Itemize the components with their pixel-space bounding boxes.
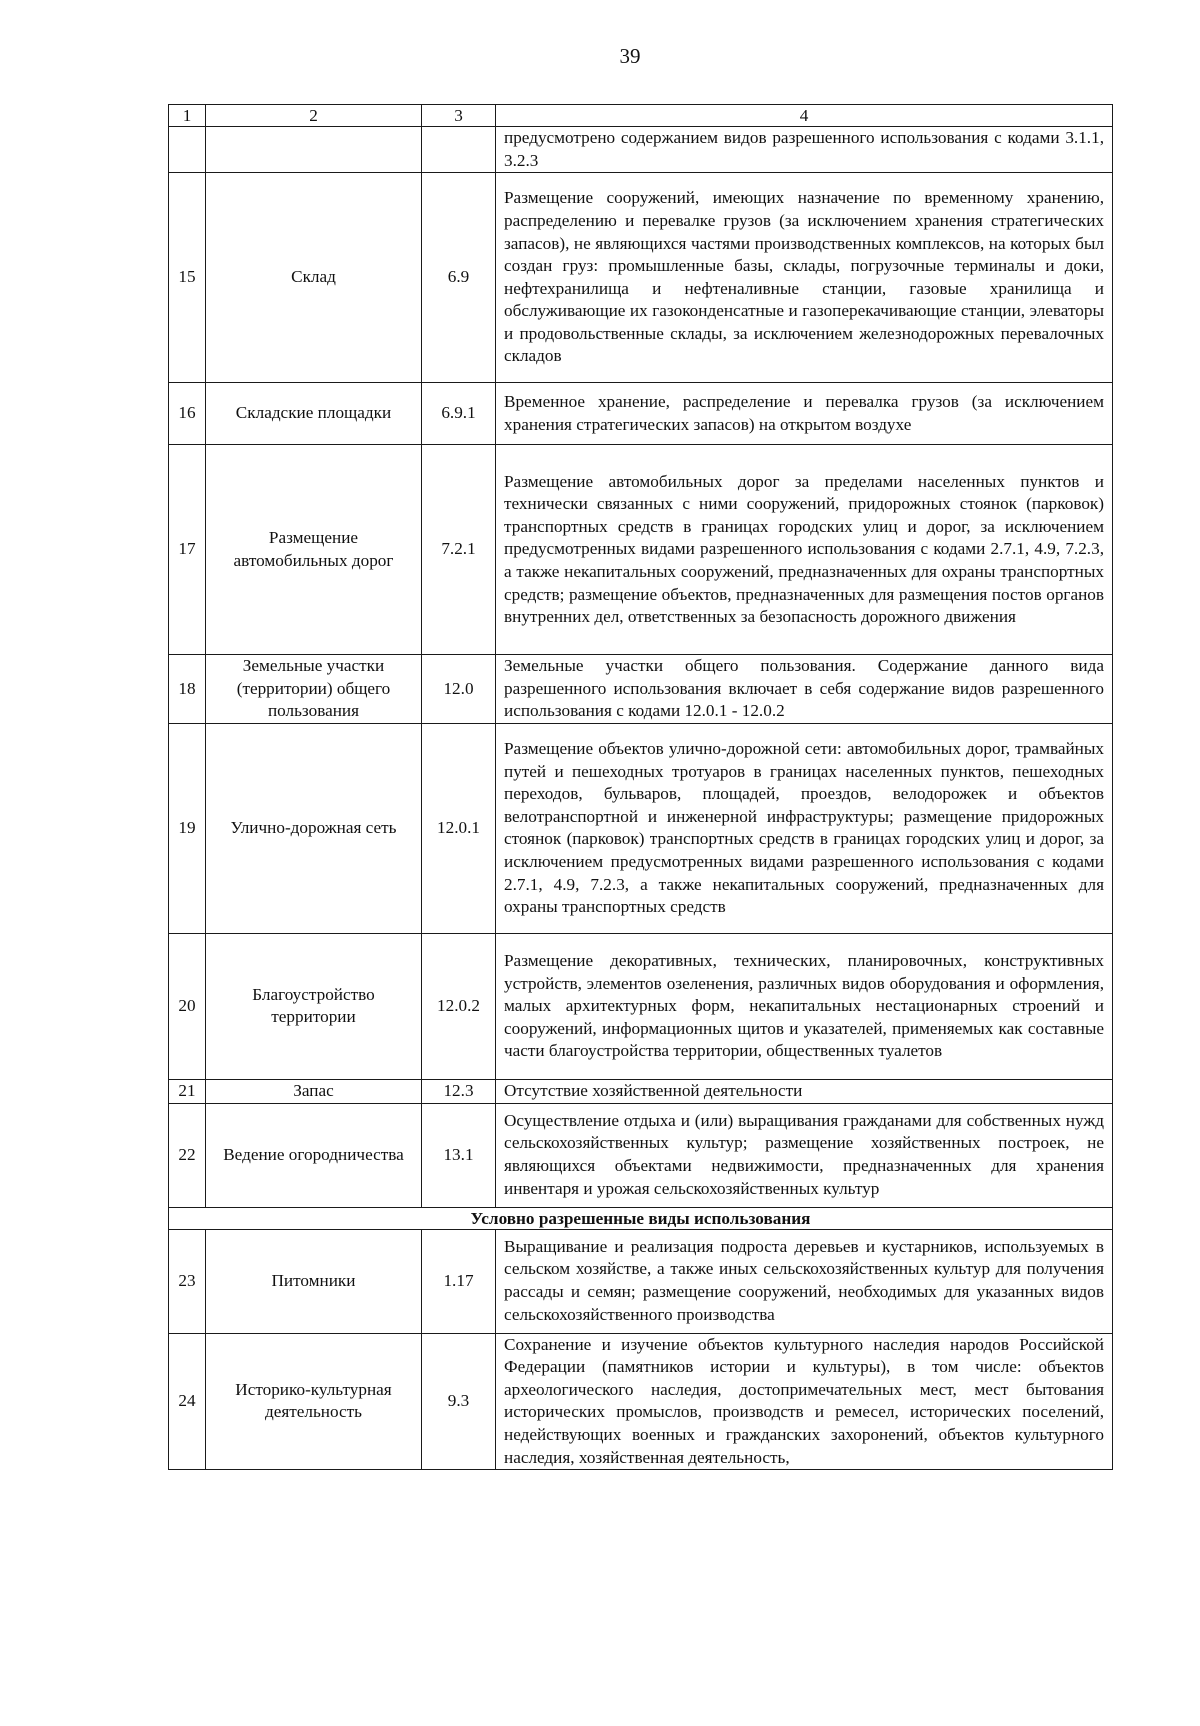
- land-use-code: 7.2.1: [422, 445, 496, 655]
- table-row: [169, 383, 1113, 445]
- land-use-name: Складские площадки: [206, 383, 422, 445]
- land-use-code: 12.0.2: [422, 933, 496, 1079]
- land-use-description: предусмотрено содержанием видов разрешенного использования с кодами 3.1.1, 3.2.3: [496, 127, 1113, 173]
- land-use-description: Размещение декоративных, технических, планировочных, конструктивных устройств, элементов озеленения, различных видов оборудования и оформления, малых архитектурных форм, некапитальных нестационарных строений и сооружений, информационных щитов и указателей, применяемых как составные части благоустройства территории, общественных туалетов: [496, 933, 1113, 1079]
- land-use-name: Питомники: [206, 1229, 422, 1333]
- page-number: 39: [619, 44, 641, 68]
- table-row: [169, 445, 1113, 655]
- land-use-name: Улично-дорожная сеть: [206, 723, 422, 933]
- land-use-description: Размещение объектов улично-дорожной сети: автомобильных дорог, трамвайных путей и пешеходных тротуаров в границах населенных пунктов, пешеходных переходов, бульваров, площадей, проездов, велодорожек и объектов велотранспортной и инженерной инфраструктуры; размещение придорожных стоянок (парковок) транспортных средств в границах городских улиц и дорог, за исключением предусмотренных видами разрешенного использования с кодами 2.7.1, 4.9, 7.2.3, а также некапитальных сооружений, предназначенных для охраны транспортных средств: [496, 723, 1113, 933]
- row-number: 22: [169, 1103, 206, 1207]
- header-col-2: 2: [206, 105, 422, 127]
- row-number: 23: [169, 1229, 206, 1333]
- table-header-row: [169, 105, 1113, 127]
- row-number: 15: [169, 173, 206, 383]
- header-col-3: 3: [422, 105, 496, 127]
- land-use-table: [168, 104, 1113, 1470]
- table-row: [169, 1333, 1113, 1470]
- table-row: [169, 1079, 1113, 1103]
- land-use-name: [206, 127, 422, 173]
- row-number: 17: [169, 445, 206, 655]
- land-use-name: Благоустройство территории: [206, 933, 422, 1079]
- land-use-name: Склад: [206, 173, 422, 383]
- land-use-code: 12.0.1: [422, 723, 496, 933]
- land-use-code: 12.0: [422, 655, 496, 724]
- row-number: 21: [169, 1079, 206, 1103]
- table-row: [169, 127, 1113, 173]
- land-use-code: [422, 127, 496, 173]
- land-use-description: Отсутствие хозяйственной деятельности: [496, 1079, 1113, 1103]
- land-use-name: Размещение автомобильных дорог: [206, 445, 422, 655]
- land-use-code: 12.3: [422, 1079, 496, 1103]
- row-number: 20: [169, 933, 206, 1079]
- table-row: [169, 723, 1113, 933]
- land-use-name: Историко-культурная деятельность: [206, 1333, 422, 1470]
- land-use-description: Выращивание и реализация подроста деревьев и кустарников, используемых в сельском хозяйстве, а также иных сельскохозяйственных культур для получения рассады и семян; размещение сооружений, необходимых для указанных видов сельскохозяйственного производства: [496, 1229, 1113, 1333]
- land-use-description: Земельные участки общего пользования. Содержание данного вида разрешенного использования включает в себя содержание видов разрешенного использования с кодами 12.0.1 - 12.0.2: [496, 655, 1113, 724]
- land-use-code: 6.9.1: [422, 383, 496, 445]
- land-use-code: 9.3: [422, 1333, 496, 1470]
- land-use-name: Ведение огородничества: [206, 1103, 422, 1207]
- row-number: 19: [169, 723, 206, 933]
- header-col-1: 1: [169, 105, 206, 127]
- land-use-description: Временное хранение, распределение и перевалка грузов (за исключением хранения стратегических запасов) на открытом воздухе: [496, 383, 1113, 445]
- land-use-name: Земельные участки (территории) общего пользования: [206, 655, 422, 724]
- row-number: 16: [169, 383, 206, 445]
- table-row: [169, 173, 1113, 383]
- row-number: 18: [169, 655, 206, 724]
- row-number: [169, 127, 206, 173]
- land-use-code: 6.9: [422, 173, 496, 383]
- land-use-description: Осуществление отдыха и (или) выращивания гражданами для собственных нужд сельскохозяйственных культур; размещение хозяйственных построек, не являющихся объектами недвижимости, предназначенных для хранения инвентаря и урожая сельскохозяйственных культур: [496, 1103, 1113, 1207]
- header-col-4: 4: [496, 105, 1113, 127]
- row-number: 24: [169, 1333, 206, 1470]
- table-row: [169, 1103, 1113, 1207]
- section-title: Условно разрешенные виды использования: [169, 1207, 1113, 1229]
- land-use-code: 13.1: [422, 1103, 496, 1207]
- land-use-description: Размещение сооружений, имеющих назначение по временному хранению, распределению и перевалке грузов (за исключением хранения стратегических запасов), не являющихся частями производственных комплексов, на которых был создан груз: промышленные базы, склады, погрузочные терминалы и доки, нефтехранилища и нефтеналивные станции, газовые хранилища и обслуживающие их газоконденсатные и газоперекачивающие станции, элеваторы и продовольственные склады, за исключением железнодорожных перевалочных складов: [496, 173, 1113, 383]
- table-row: [169, 1229, 1113, 1333]
- table-row: [169, 655, 1113, 724]
- land-use-description: Размещение автомобильных дорог за пределами населенных пунктов и технически связанных с ними сооружений, придорожных стоянок (парковок) транспортных средств в границах городских улиц и дорог, за исключением предусмотренных видами разрешенного использования с кодами 2.7.1, 4.9, 7.2.3, а также некапитальных сооружений, предназначенных для охраны транспортных средств; размещение объектов, предназначенных для размещения постов органов внутренних дел, ответственных за безопасность дорожного движения: [496, 445, 1113, 655]
- land-use-description: Сохранение и изучение объектов культурного наследия народов Российской Федерации (памятников истории и культуры), в том числе: объектов археологического наследия, достопримечательных мест, мест бытования исторических промыслов, производств и ремесел, исторических поселений, недействующих военных и гражданских захоронений, объектов культурного наследия, хозяйственная деятельность,: [496, 1333, 1113, 1470]
- land-use-name: Запас: [206, 1079, 422, 1103]
- section-row: [169, 1207, 1113, 1229]
- land-use-code: 1.17: [422, 1229, 496, 1333]
- table-row: [169, 933, 1113, 1079]
